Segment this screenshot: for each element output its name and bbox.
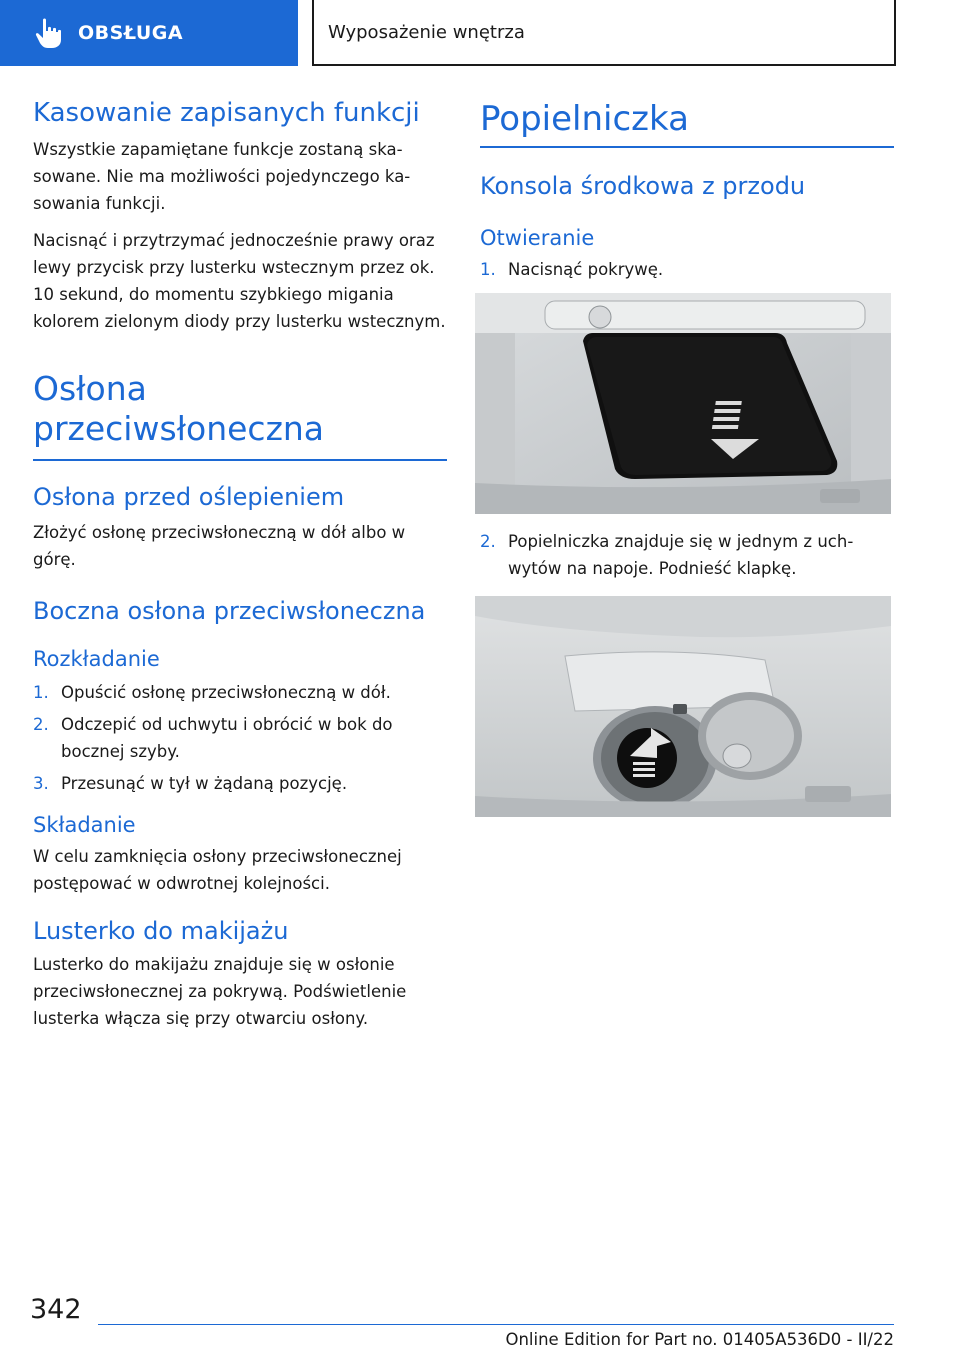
list-item: 2. Popielniczka znajduje się w jednym z uch- wytów na napoje. Podnieść klapkę.	[480, 532, 854, 578]
reset-paragraph-1: Wszystkie zapamiętane funkcje zostaną ska- sowane. Nie ma możliwości pojedynczego ka- sowania funkcji.	[33, 140, 411, 213]
list-item: 3. Przesunąć w tył w żądaną pozycję.	[33, 774, 348, 793]
unfold-steps	[33, 679, 447, 797]
reset-paragraph-2: Nacisnąć i przytrzymać jednocześnie prawy oraz lewy przycisk przy lusterku wstecznym przez ok. 10 sekund, do momentu szybkiego migania kolorem zielonym diody przy lusterku wstecznym.	[33, 231, 446, 331]
list-item: 1. Opuścić osłonę przeciwsłoneczną w dół.	[33, 683, 391, 702]
sunvisor-rule	[33, 459, 447, 461]
console-heading: Konsola środkowa z przodu	[480, 172, 806, 200]
ashtray-rule	[480, 146, 894, 148]
sunvisor-heading: Osłona przeciwsłoneczna	[33, 369, 325, 448]
mirror-heading: Lusterko do makijażu	[33, 917, 289, 945]
footer-rule	[98, 1324, 894, 1325]
chapter-label: Wyposażenie wnętrza	[328, 21, 525, 43]
mirror-paragraph: Lusterko do makijażu znajduje się w osłonie przeciwsłonecznej za pokrywą. Podświetlenie lusterka włącza się przy otwarciu osłony.	[33, 955, 407, 1028]
console-lid-illustration	[475, 293, 891, 514]
reset-heading: Kasowanie zapisanych funkcji	[33, 98, 420, 128]
list-item: 1. Nacisnąć pokrywę.	[480, 260, 664, 279]
left-column	[33, 96, 447, 1032]
chapter-tab	[312, 0, 896, 66]
ashtray-heading: Popielniczka	[480, 99, 689, 139]
glare-heading: Osłona przed oślepieniem	[33, 483, 345, 511]
edition-note: Online Edition for Part no. 01405A536D0 - II/22	[505, 1330, 894, 1349]
right-column	[480, 96, 894, 817]
fold-heading: Składanie	[33, 813, 136, 837]
unfold-heading: Rozkładanie	[33, 647, 160, 671]
open-step-2	[480, 528, 894, 582]
section-label: OBSŁUGA	[78, 22, 184, 44]
cupholder-photo	[475, 596, 891, 817]
hand-pointer-icon	[34, 16, 64, 50]
console-lid-photo	[475, 293, 891, 514]
fold-paragraph: W celu zamknięcia osłony przeciwsłonecznej postępować w odwrotnej kolejności.	[33, 847, 402, 893]
glare-paragraph: Złożyć osłonę przeciwsłoneczną w dół albo w górę.	[33, 523, 406, 569]
side-visor-heading: Boczna osłona przeciwsłoneczna	[33, 597, 426, 625]
open-heading: Otwieranie	[480, 226, 595, 250]
section-tab	[0, 0, 298, 66]
open-step-1	[480, 256, 894, 283]
cupholder-illustration	[475, 596, 891, 817]
list-item: 2. Odczepić od uchwytu i obrócić w bok do bocznej szyby.	[33, 715, 393, 761]
page-number: 342	[30, 1294, 82, 1325]
